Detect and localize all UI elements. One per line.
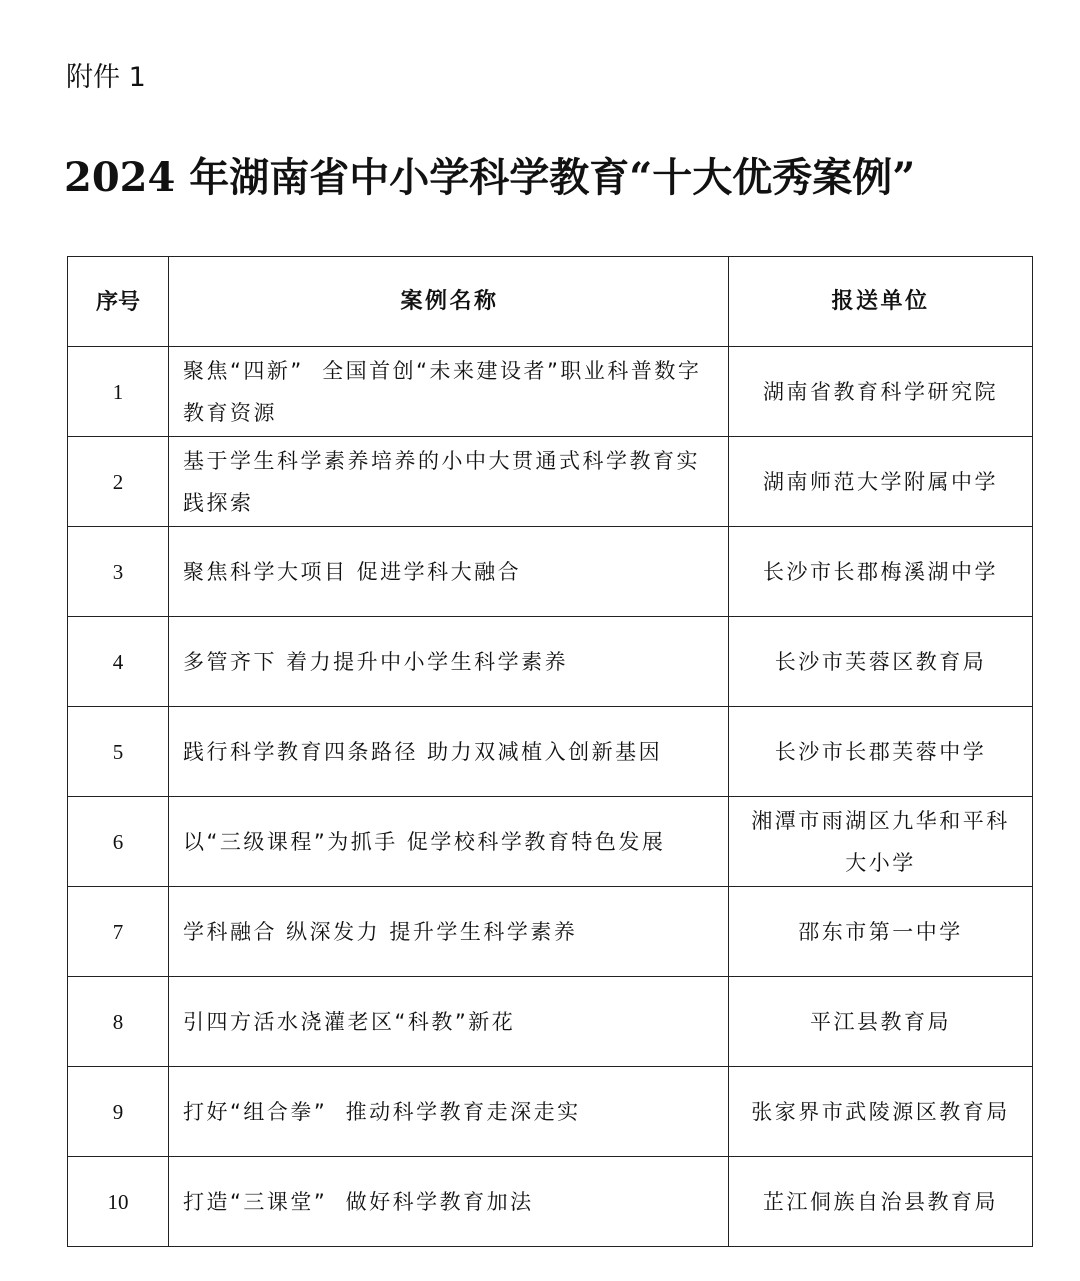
cell-case-name: 多管齐下 着力提升中小学生科学素养 xyxy=(169,617,729,707)
header-number: 序号 xyxy=(68,257,169,347)
cell-case-name: 践行科学教育四条路径 助力双减植入创新基因 xyxy=(169,707,729,797)
cell-case-name: 聚焦“四新” 全国首创“未来建设者”职业科普数字教育资源 xyxy=(169,347,729,437)
attachment-label: 附件 1 xyxy=(66,62,146,93)
cell-unit: 湖南师范大学附属中学 xyxy=(729,437,1033,527)
cases-table xyxy=(67,256,1033,1247)
cell-unit: 张家界市武陵源区教育局 xyxy=(729,1067,1033,1157)
table-row xyxy=(68,527,1033,617)
cell-number: 3 xyxy=(68,527,169,617)
cell-case-name: 以“三级课程”为抓手 促学校科学教育特色发展 xyxy=(169,797,729,887)
table-row xyxy=(68,437,1033,527)
table-row xyxy=(68,1067,1033,1157)
cell-case-name: 打好“组合拳” 推动科学教育走深走实 xyxy=(169,1067,729,1157)
cell-case-name: 引四方活水浇灌老区“科教”新花 xyxy=(169,977,729,1067)
cell-number: 5 xyxy=(68,707,169,797)
cell-number: 6 xyxy=(68,797,169,887)
cell-unit: 平江县教育局 xyxy=(729,977,1033,1067)
cell-unit: 湘潭市雨湖区九华和平科大小学 xyxy=(729,797,1033,887)
cell-unit: 湖南省教育科学研究院 xyxy=(729,347,1033,437)
cell-number: 9 xyxy=(68,1067,169,1157)
cell-case-name: 打造“三课堂” 做好科学教育加法 xyxy=(169,1157,729,1247)
cell-case-name: 学科融合 纵深发力 提升学生科学素养 xyxy=(169,887,729,977)
table-header-row xyxy=(68,257,1033,347)
document-title: 2024 年湖南省中小学科学教育“十大优秀案例” xyxy=(64,154,916,201)
table-row xyxy=(68,1157,1033,1247)
table-row xyxy=(68,347,1033,437)
cell-unit: 长沙市芙蓉区教育局 xyxy=(729,617,1033,707)
cell-unit: 芷江侗族自治县教育局 xyxy=(729,1157,1033,1247)
header-unit: 报送单位 xyxy=(729,257,1033,347)
cell-unit: 长沙市长郡芙蓉中学 xyxy=(729,707,1033,797)
table-row xyxy=(68,797,1033,887)
cell-unit: 邵东市第一中学 xyxy=(729,887,1033,977)
cell-number: 4 xyxy=(68,617,169,707)
cell-number: 8 xyxy=(68,977,169,1067)
header-case-name: 案例名称 xyxy=(169,257,729,347)
table-row xyxy=(68,617,1033,707)
cell-number: 1 xyxy=(68,347,169,437)
table-row xyxy=(68,977,1033,1067)
cell-unit: 长沙市长郡梅溪湖中学 xyxy=(729,527,1033,617)
cell-case-name: 聚焦科学大项目 促进学科大融合 xyxy=(169,527,729,617)
cell-case-name: 基于学生科学素养培养的小中大贯通式科学教育实践探索 xyxy=(169,437,729,527)
cell-number: 2 xyxy=(68,437,169,527)
table-row xyxy=(68,707,1033,797)
table-row xyxy=(68,887,1033,977)
cell-number: 10 xyxy=(68,1157,169,1247)
cell-number: 7 xyxy=(68,887,169,977)
